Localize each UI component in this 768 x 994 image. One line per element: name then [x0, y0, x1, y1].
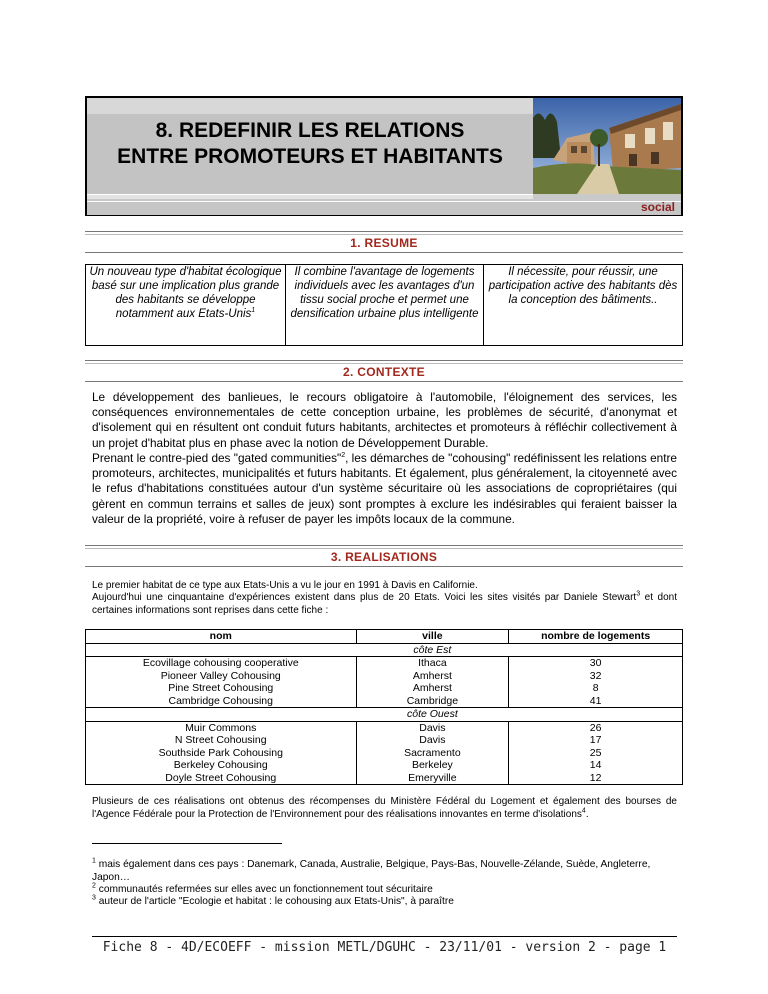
table-group-row: côte Ouest	[86, 708, 683, 722]
table-row: Ecovillage cohousing cooperative Ithaca 30	[86, 657, 683, 670]
table-row: Berkeley Cohousing Berkeley 14	[86, 759, 683, 772]
summary-cell-2: Il combine l'avantage de logements individuels avec les avantages d'un tissu social proche et permet une densification urbaine plus intelligente	[286, 265, 484, 345]
table-row: N Street Cohousing Davis 17	[86, 734, 683, 747]
column-header-nom: nom	[86, 630, 357, 644]
table-row: Doyle Street Cohousing Emeryville 12	[86, 772, 683, 785]
footnote-2: $^2$ communautés refermées sur elles avec un fonctionnement tout sécuritaire	[92, 882, 433, 895]
section-realisations: 3. REALISATIONS	[85, 545, 683, 567]
contexte-paragraph-2: Prenant le contre-pied des "gated communities"$^2$, les démarches de "cohousing" redéfinissent les relations entre promoteurs, architectes, municipalités et futurs habitants. Et également, plus généralement, la citoyenneté avec le refus d'habitations constituées autour d'un système sécuritaire où les associations de copropriétaires (qui gèrent en commun terrains et salles de jeux) sont promptes à exclure les indésirables qui feraient baisser la valeur de la propriété, voire à refuser de payer les impôts locaux de la commune.	[92, 451, 677, 526]
table-row: Pine Street Cohousing Amherst 8	[86, 682, 683, 695]
table-group-row: côte Est	[86, 643, 683, 657]
section-resume: 1. RESUME	[85, 231, 683, 253]
summary-cell-3: Il nécessite, pour réussir, une participation active des habitants dès la conception des bâtiments..	[488, 266, 678, 306]
table-header-row	[86, 630, 683, 644]
page-title: 8. REDEFINIR LES RELATIONS ENTRE PROMOTEURS ET HABITANTS	[117, 119, 503, 168]
footnote-divider	[92, 843, 282, 844]
contexte-paragraph-1: Le développement des banlieues, le recours obligatoire à l'automobile, l'éloignement des services, les conséquences environnementales de cette conception urbaine, les problèmes de sécurité, d'anonymat et d'isolement qui en résultent ont conduit futurs habitants, architectes et promoteurs à réfléchir collectivement à un projet d'habitat plus en phase avec la notion de Développement Durable.	[92, 390, 677, 450]
footnote-1: $^1$ mais également dans ces pays : Danemark, Canada, Australie, Belgique, Pays-Bas, Nouvelle-Zélande, Suède, Angleterre, Japon…	[92, 857, 651, 883]
summary-table	[85, 264, 683, 346]
table-row: Muir Commons Davis 26	[86, 721, 683, 734]
summary-cell-1: Un nouveau type d'habitat écologique basé sur une implication plus grande des habitants se développe notamment aux Etats-Unis$^1$	[86, 265, 286, 345]
page-footer: Fiche 8 - 4D/ECOEFF - mission METL/DGUHC - 23/11/01 - version 2 - page 1	[92, 936, 677, 957]
realisations-intro-1: Le premier habitat de ce type aux Etats-Unis a vu le jour en 1991 à Davis en Californie.	[92, 580, 478, 591]
realisations-outro: Plusieurs de ces réalisations ont obtenus des récompenses du Ministère Fédéral du Logement et également des bourses de l'Agence Fédérale pour la Protection de l'Environnement pour des réalisations innovantes en terme d'isolations$^4$.	[92, 796, 677, 820]
column-header-ville: ville	[356, 630, 509, 644]
cohousing-photo	[533, 98, 681, 194]
cohousing-table	[85, 629, 683, 785]
category-tag: social	[640, 200, 675, 214]
table-row: Southside Park Cohousing Sacramento 25	[86, 747, 683, 760]
section-contexte: 2. CONTEXTE	[85, 360, 683, 382]
footnote-3: $^3$ auteur de l'article "Ecologie et habitat : le cohousing aux Etats-Unis", à paraître	[92, 894, 454, 907]
page-header	[85, 96, 683, 216]
table-row: Pioneer Valley Cohousing Amherst 32	[86, 670, 683, 683]
column-header-logements: nombre de logements	[509, 630, 683, 644]
realisations-intro-2: Aujourd'hui une cinquantaine d'expériences existent dans plus de 20 Etats. Voici les sites visités par Daniele Stewart$^3$ et dont certaines informations sont reprises dans cette fiche :	[92, 590, 678, 616]
table-row: Cambridge Cohousing Cambridge 41	[86, 695, 683, 708]
